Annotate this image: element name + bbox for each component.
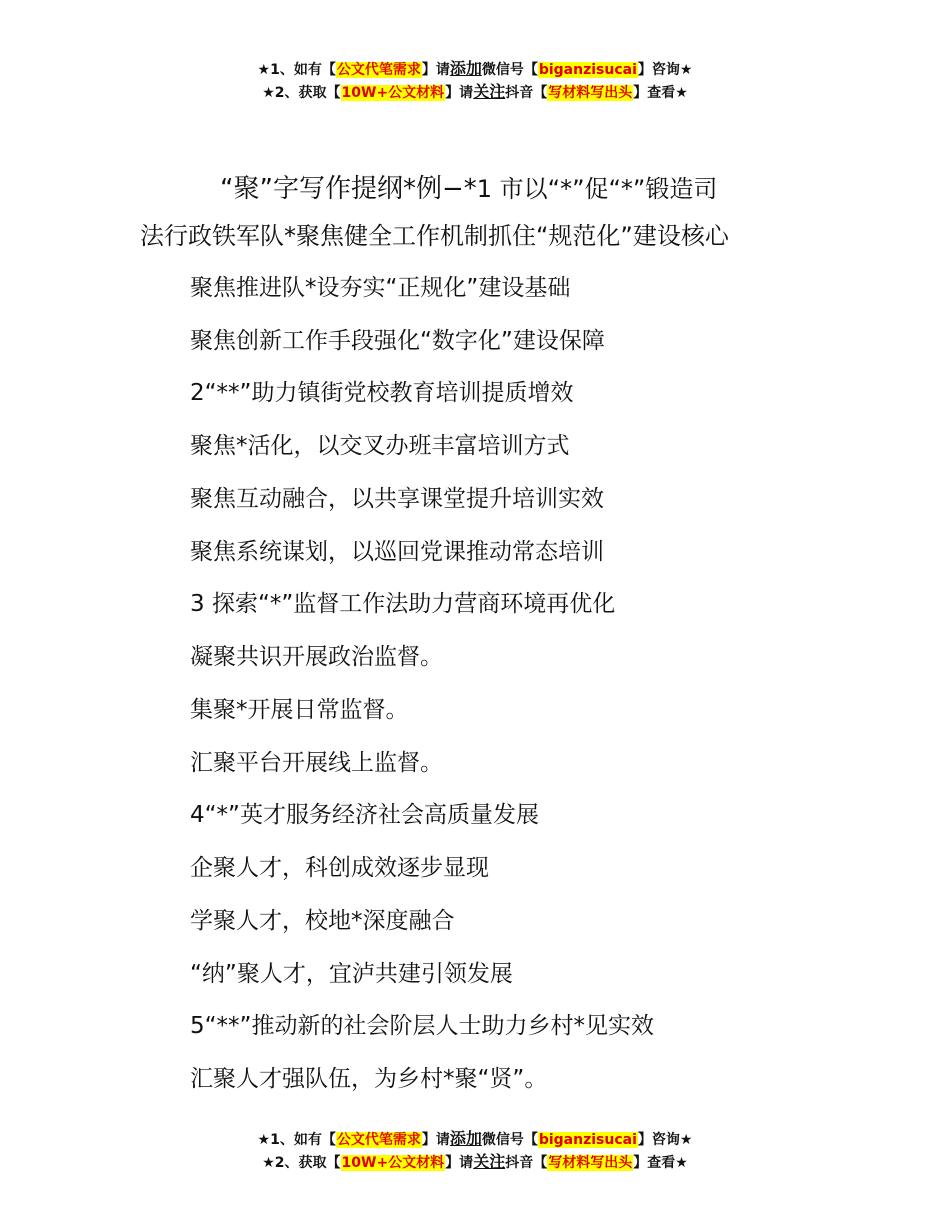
list-item: 5“**”推动新的社会阶层人士助力乡村*见实效 xyxy=(190,1013,654,1039)
document-title-continued: 法行政铁军队*聚焦健全工作机制抓住“规范化”建设核心 xyxy=(140,222,729,250)
banner-line-2 xyxy=(0,1151,950,1174)
banner-text: 抖音【 xyxy=(505,1155,548,1171)
document-title-line-2 xyxy=(140,221,729,251)
banner-text: ★2、获取【 xyxy=(262,1155,341,1171)
banner-text: ★1、如有【 xyxy=(257,1132,336,1148)
highlight-text: biganzisucai xyxy=(538,62,637,78)
banner-line-1 xyxy=(0,58,950,81)
highlight-text: 公文代笔需求 xyxy=(336,1132,421,1148)
bottom-banner xyxy=(0,1128,950,1174)
highlight-text: 10W+公文材料 xyxy=(341,85,445,101)
underlined-text: 添加 xyxy=(449,59,482,78)
underlined-text: 关注 xyxy=(473,82,506,101)
list-item: 企聚人才，科创成效逐步显现 xyxy=(190,855,489,881)
top-banner xyxy=(0,58,950,104)
list-item: 聚焦系统谋划，以巡回党课推动常态培训 xyxy=(190,539,604,565)
banner-text: ★1、如有【 xyxy=(257,62,336,78)
banner-text: 】咨询★ xyxy=(637,1132,693,1148)
banner-text: ★2、获取【 xyxy=(262,85,341,101)
banner-text: 抖音【 xyxy=(505,85,548,101)
list-item: “纳”聚人才，宜泸共建引领发展 xyxy=(190,961,513,987)
list-item: 汇聚平台开展线上监督。 xyxy=(190,750,443,776)
list-item: 4“*”英才服务经济社会高质量发展 xyxy=(190,802,539,828)
banner-line-1 xyxy=(0,1128,950,1151)
highlight-text: 写材料写出头 xyxy=(548,1155,633,1171)
banner-line-2 xyxy=(0,81,950,104)
banner-text: 】查看★ xyxy=(633,85,688,101)
highlight-text: 10W+公文材料 xyxy=(341,1155,445,1171)
list-item: 聚焦*活化，以交叉办班丰富培训方式 xyxy=(190,433,570,459)
list-item: 聚焦互动融合，以共享课堂提升培训实效 xyxy=(190,486,604,512)
document-title-rest: 1 市以“*”促“*”锻造司 xyxy=(476,175,718,203)
underlined-text: 关注 xyxy=(473,1152,506,1171)
list-item: 聚焦推进队*设夯实“正规化”建设基础 xyxy=(190,275,571,301)
highlight-text: 公文代笔需求 xyxy=(336,62,421,78)
banner-text: 】请 xyxy=(445,1155,474,1171)
banner-text: 】请 xyxy=(445,85,474,101)
banner-text: 微信号【 xyxy=(481,1132,538,1148)
banner-text: 微信号【 xyxy=(481,62,538,78)
banner-text: 】请 xyxy=(421,62,450,78)
list-item: 凝聚共识开展政治监督。 xyxy=(190,644,443,670)
highlight-text: biganzisucai xyxy=(538,1132,637,1148)
document-title-line-1 xyxy=(220,174,717,204)
document-title: “聚”字写作提纲*例−* xyxy=(220,174,477,204)
banner-text: 】请 xyxy=(421,1132,450,1148)
list-item: 学聚人才，校地*深度融合 xyxy=(190,908,455,934)
list-item: 集聚*开展日常监督。 xyxy=(190,697,409,723)
list-item: 汇聚人才强队伍，为乡村*聚“贤”。 xyxy=(190,1066,548,1092)
list-item: 聚焦创新工作手段强化“数字化”建设保障 xyxy=(190,328,605,354)
highlight-text: 写材料写出头 xyxy=(548,85,633,101)
banner-text: 】咨询★ xyxy=(637,62,693,78)
list-item: 3 探索“*”监督工作法助力营商环境再优化 xyxy=(190,591,616,617)
banner-text: 】查看★ xyxy=(633,1155,688,1171)
underlined-text: 添加 xyxy=(449,1129,482,1148)
list-item: 2“**”助力镇街党校教育培训提质增效 xyxy=(190,380,574,406)
